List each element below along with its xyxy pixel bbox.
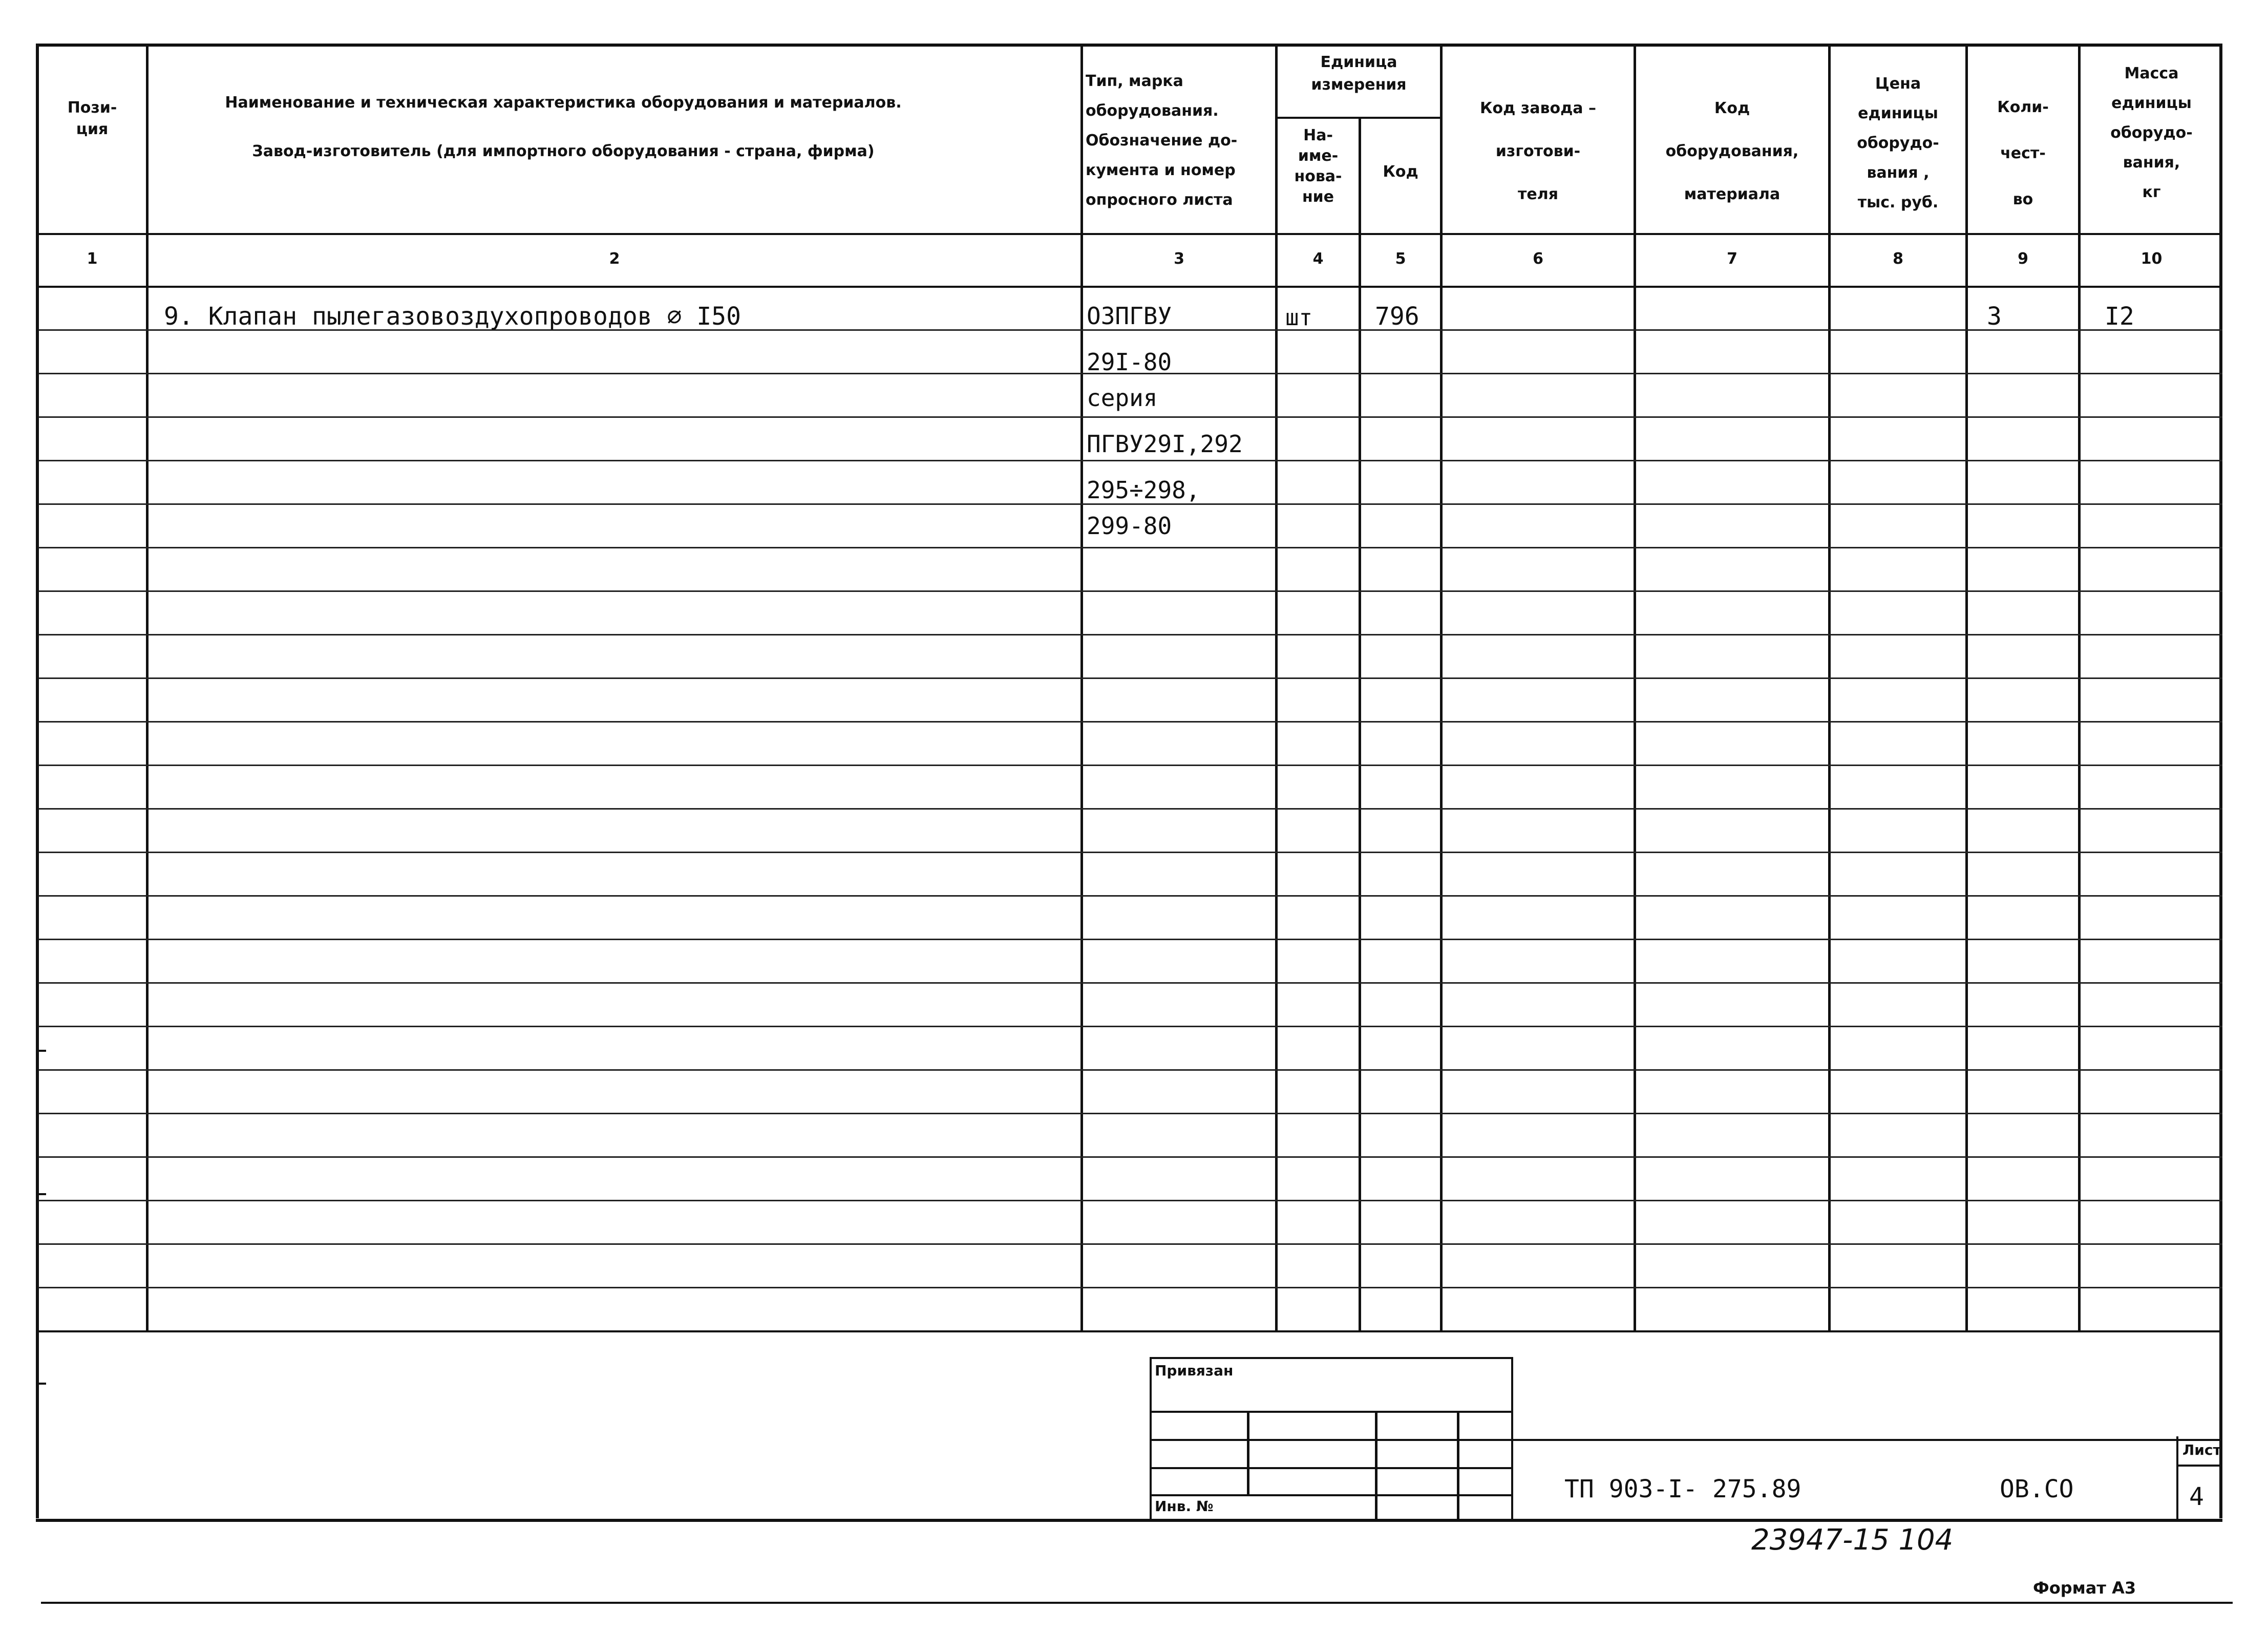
row2-type: 29I-80 <box>1087 348 1172 376</box>
row1-type: ОЗПГВУ <box>1087 302 1172 330</box>
table-row-line <box>38 1069 2222 1071</box>
sheet-label: Лист <box>2182 1441 2221 1458</box>
unit-group-line <box>1275 117 1440 119</box>
col-divider-6 <box>1634 44 1636 1331</box>
row1-unit: шт <box>1285 305 1312 331</box>
margin-tick-3 <box>36 1383 46 1385</box>
table-row-line <box>38 982 2222 984</box>
row1-code: 796 <box>1375 302 1419 331</box>
row6-type: 299-80 <box>1087 512 1172 540</box>
table-row-line <box>38 721 2222 723</box>
colnum-7: 7 <box>1727 250 1737 268</box>
header-unit-mass: Масса единицы оборудо- вания, кг <box>2110 65 2193 201</box>
stamp-privyazan: Привязан <box>1155 1362 1234 1379</box>
table-row-line <box>38 1026 2222 1027</box>
format-label: Формат А3 <box>2033 1578 2136 1598</box>
header-type-mark: Тип, марка оборудования. Обозначение до- кумента и номер опросного листа <box>1086 72 1238 209</box>
row3-type: серия <box>1087 384 1158 412</box>
header-name-line2: Завод-изготовитель (для импортного оборудования - страна, фирма) <box>252 142 875 160</box>
sheet-number: 4 <box>2189 1482 2204 1511</box>
table-row-line <box>38 460 2222 461</box>
stamp-vline-3 <box>1457 1411 1459 1521</box>
archive-number: 23947-15 104 <box>1751 1523 1954 1557</box>
doc-code: ТП 903-I- 275.89 <box>1564 1475 1801 1503</box>
col-divider-9 <box>2078 44 2081 1331</box>
table-row-line <box>38 852 2222 853</box>
table-row-line <box>38 1113 2222 1114</box>
table-row-line <box>38 1287 2222 1288</box>
table-row-line <box>38 677 2222 679</box>
row1-name: 9. Клапан пылегазовоздухопроводов ∅ I50 <box>164 302 741 331</box>
table-row-line <box>38 416 2222 418</box>
table-bottom-line <box>36 1330 2222 1332</box>
col-divider-2 <box>1080 44 1083 1331</box>
frame-bottom-line <box>36 1519 2222 1522</box>
sheet-divider <box>2176 1465 2222 1467</box>
doc-mark: ОВ.СО <box>2000 1475 2074 1503</box>
colnum-1: 1 <box>87 250 98 268</box>
header-unit-group: Единица измерения <box>1311 53 1407 94</box>
col-divider-7 <box>1828 44 1831 1331</box>
margin-tick-1 <box>36 1050 46 1052</box>
stamp-vline-1 <box>1247 1411 1249 1494</box>
colnum-4: 4 <box>1312 250 1324 268</box>
row1-qty: 3 <box>1987 302 2002 331</box>
colnum-5: 5 <box>1395 250 1406 268</box>
colnum-9: 9 <box>2018 250 2028 268</box>
colnum-6: 6 <box>1533 250 1543 268</box>
header-bottom-line <box>36 233 2222 235</box>
stamp-vline-2 <box>1375 1411 1377 1521</box>
colnum-10: 10 <box>2140 250 2163 268</box>
header-factory-code: Код завода – изготови- теля <box>1480 99 1596 203</box>
header-unit-price: Цена единицы оборудо- вания , тыс. руб. <box>1857 75 1939 211</box>
colnum-8: 8 <box>1893 250 1903 268</box>
col-divider-1 <box>146 44 149 1331</box>
header-position: Пози- ция <box>67 99 117 138</box>
header-equipment-code: Код оборудования, материала <box>1665 99 1799 203</box>
row1-mass: I2 <box>2105 302 2134 331</box>
row4-type: ПГВУ29I,292 <box>1087 430 1243 458</box>
header-unit-name: На- име- нова- ние <box>1294 126 1342 206</box>
margin-tick-2 <box>36 1193 46 1195</box>
table-row-line <box>38 1243 2222 1245</box>
col-divider-4 <box>1359 118 1361 1331</box>
header-quantity: Коли- чест- во <box>1997 98 2049 208</box>
table-row-line <box>38 1200 2222 1201</box>
header-name-line1: Наименование и техническая характеристика оборудования и материалов. <box>225 94 902 112</box>
trim-line <box>41 1602 2233 1604</box>
table-row-line <box>38 765 2222 766</box>
row5-type: 295÷298, <box>1087 476 1200 504</box>
col-divider-5 <box>1440 44 1443 1331</box>
stamp-inv-no: Инв. № <box>1155 1498 1214 1515</box>
col-divider-3 <box>1275 44 1278 1331</box>
colnum-bottom-line <box>36 286 2222 288</box>
header-unit-code: Код <box>1383 163 1418 181</box>
table-row-line <box>38 547 2222 548</box>
table-row-line <box>38 808 2222 810</box>
col-divider-8 <box>1965 44 1968 1331</box>
table-row-line <box>38 939 2222 940</box>
doc-top-line <box>1513 1439 2222 1441</box>
table-row-line <box>38 1156 2222 1158</box>
table-row-line <box>38 634 2222 635</box>
table-row-line <box>38 590 2222 592</box>
table-row-line <box>38 895 2222 897</box>
colnum-2: 2 <box>609 250 620 268</box>
colnum-3: 3 <box>1174 250 1184 268</box>
